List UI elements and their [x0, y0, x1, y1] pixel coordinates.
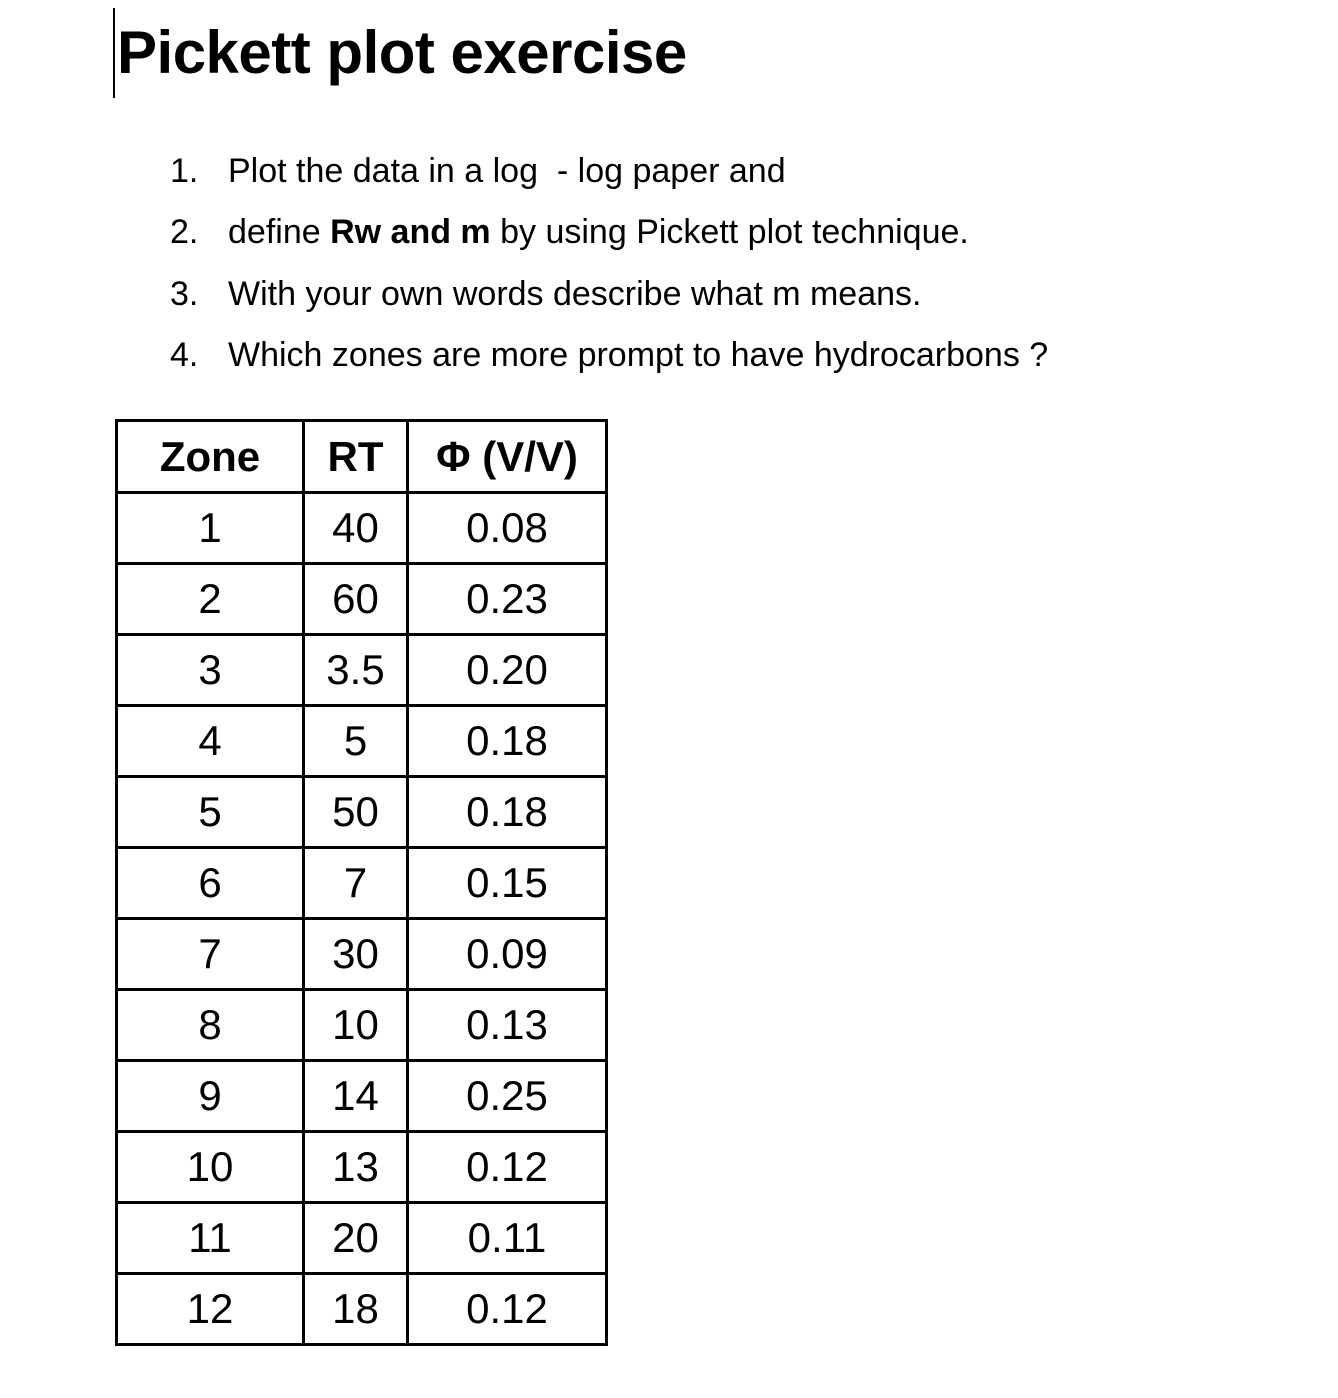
table-row — [117, 1061, 607, 1132]
text-run: define — [228, 213, 331, 252]
zone-cell: 2 — [117, 564, 304, 635]
item-text — [228, 329, 1048, 390]
table-row — [117, 1132, 607, 1203]
data-table — [115, 419, 608, 1346]
rt-cell: 3.5 — [304, 635, 408, 706]
porosity-cell: 0.23 — [408, 564, 607, 635]
porosity-cell: 0.18 — [408, 706, 607, 777]
rt-cell: 50 — [304, 777, 408, 848]
table-row — [117, 848, 607, 919]
text-cursor — [113, 8, 115, 98]
table-row — [117, 777, 607, 848]
rt-cell: 7 — [304, 848, 408, 919]
porosity-cell: 0.20 — [408, 635, 607, 706]
item-number: 4. — [170, 335, 199, 374]
porosity-cell: 0.15 — [408, 848, 607, 919]
porosity-cell: 0.18 — [408, 777, 607, 848]
porosity-cell: 0.11 — [408, 1203, 607, 1274]
instruction-item — [170, 206, 1048, 267]
rt-cell: 10 — [304, 990, 408, 1061]
rt-cell: 5 — [304, 706, 408, 777]
table-row — [117, 706, 607, 777]
zone-cell: 10 — [117, 1132, 304, 1203]
item-text — [228, 268, 921, 329]
rt-cell: 13 — [304, 1132, 408, 1203]
table-row — [117, 635, 607, 706]
zone-cell: 6 — [117, 848, 304, 919]
item-text — [228, 206, 969, 267]
rt-cell: 40 — [304, 493, 408, 564]
item-number: 1. — [170, 152, 199, 190]
zone-cell: 9 — [117, 1061, 304, 1132]
bold-text: Rw and m — [330, 213, 491, 252]
header-porosity: Φ (V/V) — [408, 421, 607, 493]
porosity-cell: 0.25 — [408, 1061, 607, 1132]
rt-cell: 20 — [304, 1203, 408, 1274]
text-run: Plot the data in a log - log paper and — [228, 152, 786, 190]
zone-cell: 5 — [117, 777, 304, 848]
porosity-cell: 0.12 — [408, 1132, 607, 1203]
rt-cell: 18 — [304, 1274, 408, 1345]
porosity-cell: 0.09 — [408, 919, 607, 990]
text-run: With your own words describe what m means. — [228, 274, 922, 313]
table-row — [117, 919, 607, 990]
table-row — [117, 990, 607, 1061]
porosity-cell: 0.13 — [408, 990, 607, 1061]
instruction-item — [170, 268, 1048, 329]
table-row — [117, 1203, 607, 1274]
zone-cell: 11 — [117, 1203, 304, 1274]
rt-cell: 60 — [304, 564, 408, 635]
item-number: 3. — [170, 274, 199, 313]
zone-cell: 12 — [117, 1274, 304, 1345]
instruction-list — [170, 145, 1048, 390]
header-zone: Zone — [117, 421, 304, 493]
zone-cell: 7 — [117, 919, 304, 990]
page-title: Pickett plot exercise — [117, 19, 687, 86]
table-row — [117, 493, 607, 564]
text-run: by using Pickett plot technique. — [490, 213, 969, 252]
item-text — [228, 145, 786, 206]
rt-cell: 30 — [304, 919, 408, 990]
porosity-cell: 0.08 — [408, 493, 607, 564]
item-number: 2. — [170, 213, 199, 252]
text-run: Which zones are more prompt to have hydrocarbons ? — [228, 335, 1049, 374]
table-header-row — [117, 421, 607, 493]
table-row — [117, 1274, 607, 1345]
table-row — [117, 564, 607, 635]
zone-cell: 8 — [117, 990, 304, 1061]
zone-cell: 4 — [117, 706, 304, 777]
porosity-cell: 0.12 — [408, 1274, 607, 1345]
rt-cell: 14 — [304, 1061, 408, 1132]
instruction-item — [170, 329, 1048, 390]
zone-cell: 1 — [117, 493, 304, 564]
zone-cell: 3 — [117, 635, 304, 706]
instruction-item — [170, 145, 1048, 206]
header-rt: RT — [304, 421, 408, 493]
